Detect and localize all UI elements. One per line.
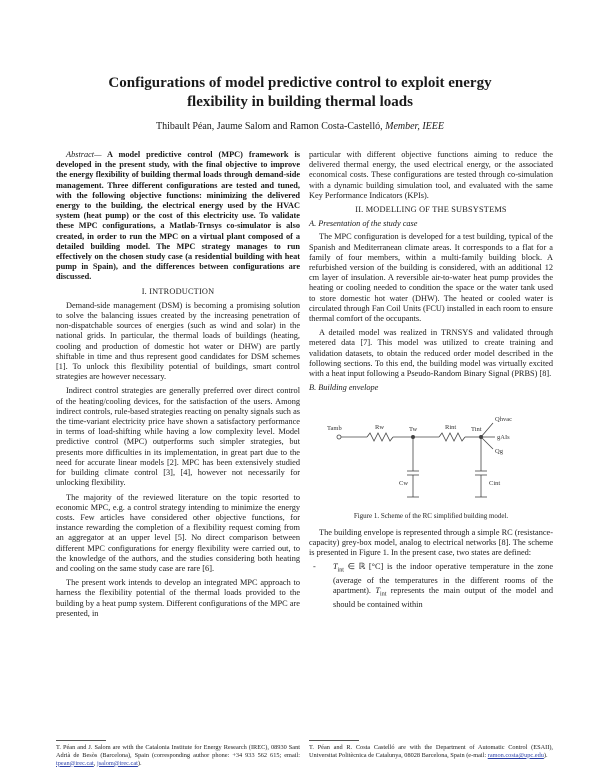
study-case-paragraph-2: A detailed model was realized in TRNSYS and validated through metered data [7]. This model was utilized to create training and validation datasets, to obtain the reduced order model described in the following sections. To this end, the building model was virtually excited with a heat input following a Pseudo-Random Binary Signal (PRBS) [8]. bbox=[309, 328, 553, 379]
intro-paragraph-1: Demand-side management (DSM) is becoming a promising solution to solve the balancing issues created by the increasing penetration of non-dispatchable sources of energies (such as wind and solar) in the national grids. In particular, the thermal loads of buildings (heating, cooling and production of domestic hot water or DHW) are partly shiftable in time and thus represent good candidates for DSM schemes [1]. To unlock this flexibility potential of buildings, smart control strategies are however necessary. bbox=[56, 300, 300, 382]
intro-paragraph-2: Indirect control strategies are generally preferred over direct control of the heating/cooling devices, for the satisfaction of the users. Among indirect controls, rule-based strategies reacting on penalty signals such as the time-variant electricity price have shown a satisfactory performance in terms of load-shifting while having a low complexity level. Model predictive control (MPC) outperforms such simpler strategies, but presents more difficulties in its implementation, in great part due to the need for accurate linear models [2]. MPC has been extensively studied for building climate control [3], [4], however not necessarily for unlocking flexibility. bbox=[56, 386, 300, 488]
email-link-tpean[interactable]: tpean@irec.cat bbox=[56, 759, 94, 767]
footnote-rule-left bbox=[56, 740, 106, 741]
intro-continuation: particular with different objective functions aiming to reduce the delivered thermal energy, the used electrical energy, or the associated economical costs. These configurations are tested through co-simulation with a dynamic building simulation tool, and evaluated with the same Key Performance Indicators (KPIs). bbox=[309, 150, 553, 200]
footnote-left-sep: , bbox=[93, 759, 97, 767]
var-t2: T bbox=[375, 586, 381, 596]
label-cw: Cw bbox=[399, 480, 409, 488]
resistor-rw bbox=[367, 433, 393, 441]
var-t2-sub: int bbox=[380, 592, 387, 598]
abstract-lead: Abstract— bbox=[66, 150, 102, 159]
subsection-heading-envelope: B. Building envelope bbox=[309, 383, 379, 393]
footnote-left-text: T. Péan and J. Salom are with the Catalonia Institute for Energy Research (IREC), 08930 Sant Adrià de Besòs (Barcelona), Spain (corresponding author phone: +34 933 562 615; email: bbox=[56, 744, 300, 759]
label-rint: Rint bbox=[445, 424, 457, 432]
footnote-rule-right bbox=[309, 740, 359, 741]
arrow-qhvac bbox=[481, 423, 493, 437]
footnote-left bbox=[56, 744, 300, 767]
resistor-rint bbox=[439, 433, 465, 441]
section-heading-introduction: I. INTRODUCTION bbox=[141, 286, 215, 296]
footnote-right bbox=[309, 744, 553, 760]
intro-paragraph-3: The majority of the reviewed literature on the topic resorted to economic MPC, e.g. a control strategy intending to minimize the energy costs. Few articles have considered other objective functions, for instance rewarding the completion of a flexibility request coming from an aggregator at an upper level [5]. No direct comparison between different MPC configurations for energy flexibility were carried out, to the knowledge of the authors, and the studies considering both heating and cooling on the same study case are rare [6]. bbox=[56, 492, 300, 573]
label-tw: Tw bbox=[409, 426, 418, 434]
paper-title: Configurations of model predictive control to exploit energy flexibility in building thermal loads bbox=[108, 75, 492, 110]
footnote-right-end: ). bbox=[543, 751, 548, 759]
section-heading-modelling: II. MODELLING OF THE SUBSYSTEMS bbox=[355, 205, 507, 215]
label-tamb: Tamb bbox=[327, 425, 342, 433]
author-names: Thibault Péan, Jaume Salom and Ramon Costa-Castelló, bbox=[155, 121, 383, 132]
author-role: Member, IEEE bbox=[385, 121, 444, 132]
label-gais: gAIs bbox=[497, 434, 510, 442]
arrow-qg bbox=[481, 437, 493, 449]
figure-caption: Figure 1. Scheme of the RC simplified building model. bbox=[353, 512, 509, 521]
subsection-heading-study-case: A. Presentation of the study case bbox=[309, 219, 418, 229]
label-cint: Cint bbox=[489, 480, 501, 488]
footnote-left-end: ). bbox=[137, 759, 142, 767]
label-qhvac: Qhvac bbox=[495, 416, 512, 424]
node-tamb bbox=[337, 435, 341, 439]
intro-paragraph-4: The present work intends to develop an integrated MPC approach to harness the flexibility potential of the thermal loads provided to the building by a heat pump system. Different configurations of the MPC are presented, in bbox=[56, 578, 300, 618]
abstract bbox=[56, 150, 300, 283]
bullet-text-2: represents the main output of the model and should be contained within bbox=[333, 586, 553, 610]
author-line bbox=[60, 121, 540, 132]
var-t: T bbox=[333, 562, 338, 572]
envelope-paragraph: The building envelope is represented through a simple RC (resistance-capacity) grey-box model, analog to electrical networks [8]. The scheme is presented in Figure 1. In the present case, two states are defined: bbox=[309, 527, 553, 558]
label-tint: Tint bbox=[471, 426, 482, 434]
right-column bbox=[309, 150, 553, 614]
bullet-dash: - bbox=[313, 562, 316, 572]
label-qg: Qg bbox=[495, 448, 503, 456]
state-bullet-tint bbox=[309, 562, 553, 610]
email-link-jsalom[interactable]: jsalom@irec.cat bbox=[96, 759, 138, 767]
rc-model-figure bbox=[309, 397, 553, 509]
abstract-body: A model predictive control (MPC) framework is developed in the present study, with the final objective to improve the energy flexibility of building thermal loads through demand-side management. Three different configurations are tested and tuned, with the following objective functions: minimizing the delivered energy to the building, the electrical energy used by the HVAC system (heat pump) or the cost of this electricity use. To validate these MPC configurations, a Matlab-Trnsys co-simulator is also created, in order to run the MPC on a virtual plant composed of a detailed building model. The MPC strategy manages to run effectively on the chosen study case (a residential building with heat pump in Spain), and the differences between configurations are discussed. bbox=[56, 150, 300, 282]
study-case-paragraph-1: The MPC configuration is developed for a test building, typical of the Spanish and Mediterranean climate areas. It corresponds to a flat for a family of four members, within a multi-family building block. A refurbished version of the building is considered, with an additional 12 cm layer of insulation. A reversible air-to-water heat pump provides the heating or cooling needed to condition the space or the water tank used to store domestic hot water (DHW). The heated or cooled water is circulated through Fan Coil Units (FCU) installed in each room to ensure thermal comfort of the occupants. bbox=[309, 232, 553, 324]
var-t-sub: int bbox=[337, 567, 344, 574]
label-rw: Rw bbox=[375, 424, 385, 432]
left-column bbox=[56, 150, 300, 623]
email-link-ramon[interactable]: ramon.costa@upc.edu bbox=[487, 751, 544, 759]
rc-circuit-diagram bbox=[309, 397, 553, 509]
footnote-right-text: T. Péan and R. Costa Castelló are with the Department of Automatic Control (ESAII), Universitat Politècnica de Catalunya, 08028 Barcelona, Spain (e-mail: bbox=[309, 744, 553, 759]
bullet-text: ∈ ℝ [°C] is the indoor operative temperature in the zone (average of the temperatures in the different rooms of the apartment). bbox=[333, 562, 553, 596]
